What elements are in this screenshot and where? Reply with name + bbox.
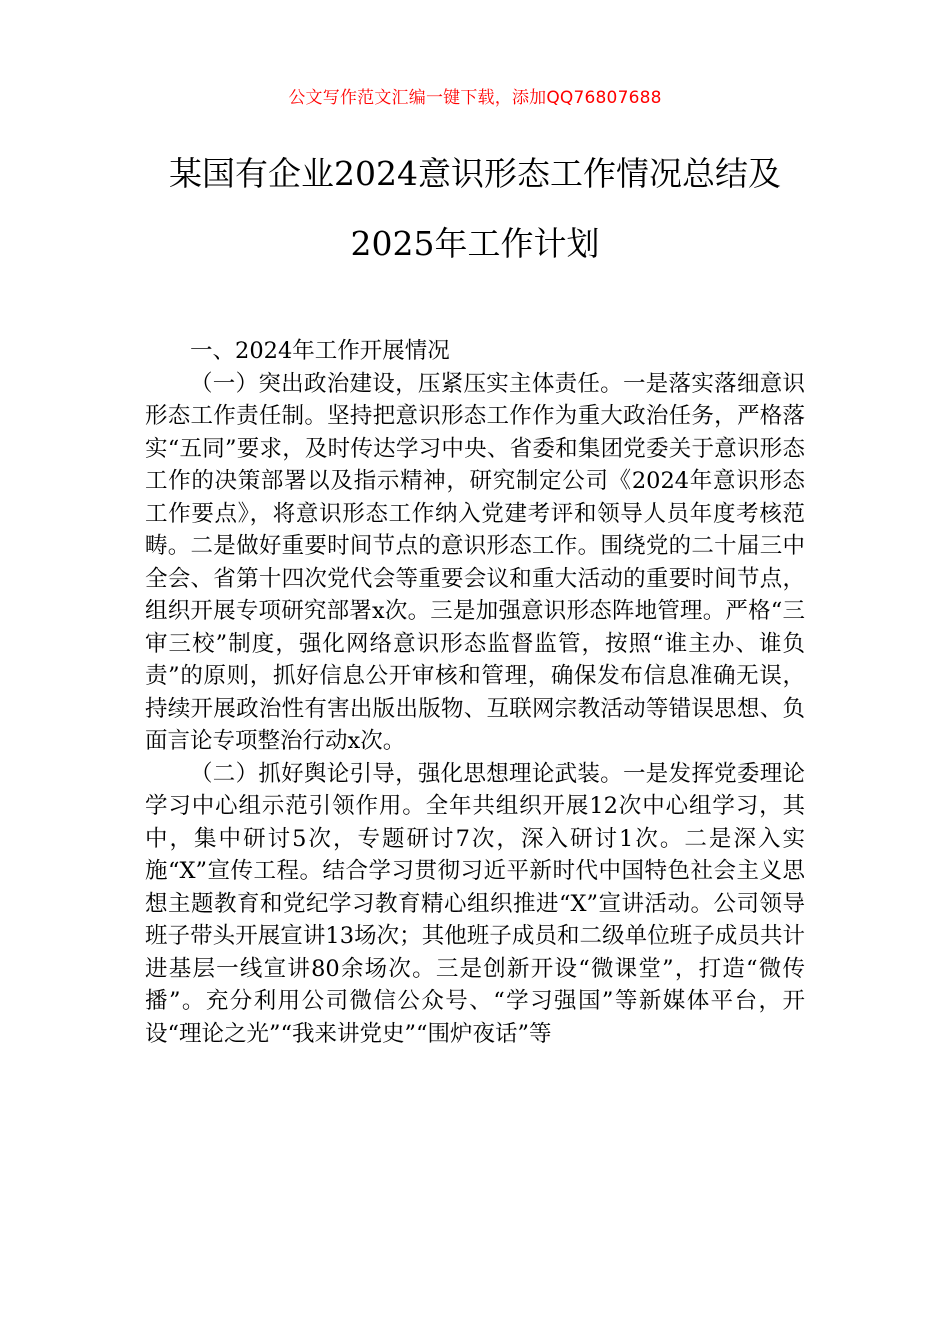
paragraph-1: （一）突出政治建设，压紧压实主体责任。一是落实落细意识形态工作责任制。坚持把意识形态工作作为重大政治任务，严格落实“五同”要求，及时传达学习中央、省委和集团党委关于意识形态工作的决策部署以及指示精神，研究制定公司《2024年意识形态工作要点》，将意识形态工作纳入党建考评和领导人员年度考核范畴。二是做好重要时间节点的意识形态工作。围绕党的二十届三中全会、省第十四次党代会等重要会议和重大活动的重要时间节点，组织开展专项研究部署x次。三是加强意识形态阵地管理。严格“三审三校”制度，强化网络意识形态监督监管，按照“谁主办、谁负责”的原则，抓好信息公开审核和管理，确保发布信息准确无误，持续开展政治性有害出版出版物、互联网宗教活动等错误思想、负面言论专项整治行动x次。 (145, 370, 805, 754)
section-heading: 一、2024年工作开展情况 (190, 338, 450, 364)
document-body (145, 335, 805, 1050)
document-title-line-1: 某国有企业2024意识形态工作情况总结及 (169, 154, 781, 193)
ad-banner: 公文写作范文汇编一键下载，添加QQ76807688 (288, 88, 662, 108)
paragraph-2: （二）抓好舆论引导，强化思想理论武装。一是发挥党委理论学习中心组示范引领作用。全年共组织开展12次中心组学习，其中，集中研讨5次，专题研讨7次，深入研讨1次。二是深入实施“X”宣传工程。结合学习贯彻习近平新时代中国特色社会主义思想主题教育和党纪学习教育精心组织推进“X”宣讲活动。公司领导班子带头开展宣讲13场次；其他班子成员和二级单位班子成员共计进基层一线宣讲80余场次。三是创新开设“微课堂”，打造“微传播”。充分利用公司微信公众号、“学习强国”等新媒体平台，开设“理论之光”“我来讲党史”“围炉夜话”等 (145, 760, 805, 1047)
document-title-line-2: 2025年工作计划 (350, 224, 600, 263)
